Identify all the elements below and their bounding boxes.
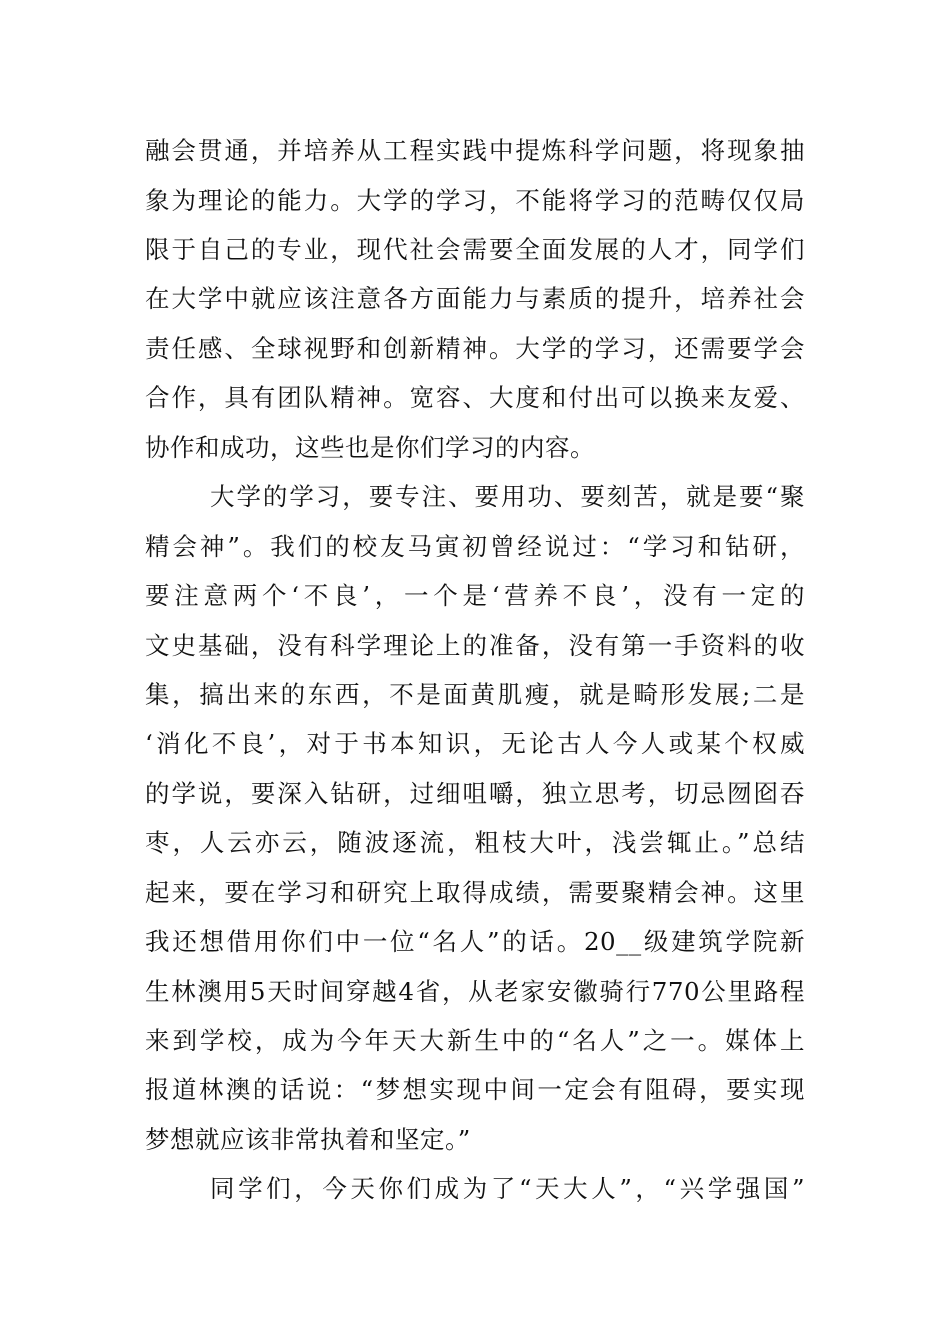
- text-line: 要注意两个‘不良’，一个是‘营养不良’，没有一定的: [145, 581, 805, 610]
- text-line: 枣，人云亦云，随波逐流，粗枝大叶，浅尝辄止。”总结: [145, 828, 805, 857]
- text-line: 生林澳用5天时间穿越4省，从老家安徽骑行770公里路程: [145, 977, 805, 1006]
- text-line: 协作和成功，这些也是你们学习的内容。: [145, 433, 595, 462]
- text-line: 起来，要在学习和研究上取得成绩，需要聚精会神。这里: [145, 878, 805, 907]
- text-line: 精会神”。我们的校友马寅初曾经说过：“学习和钻研，: [145, 532, 805, 561]
- text-line: 责任感、全球视野和创新精神。大学的学习，还需要学会: [145, 334, 805, 363]
- text-line: 文史基础，没有科学理论上的准备，没有第一手资料的收: [145, 631, 805, 660]
- text-line: 在大学中就应该注意各方面能力与素质的提升，培养社会: [145, 284, 805, 313]
- text-line: 的学说，要深入钻研，过细咀嚼，独立思考，切忌囫囵吞: [145, 779, 805, 808]
- paragraph-first-line: 同学们，今天你们成为了“天大人”，“兴学强国”: [210, 1174, 805, 1203]
- text-line: 融会贯通，并培养从工程实践中提炼科学问题，将现象抽: [145, 136, 805, 165]
- text-line: 限于自己的专业，现代社会需要全面发展的人才，同学们: [145, 235, 805, 264]
- text-line: 合作，具有团队精神。宽容、大度和付出可以换来友爱、: [145, 383, 805, 412]
- text-line: ‘消化不良’，对于书本知识，无论古人今人或某个权威: [145, 729, 805, 758]
- text-line: 报道林澳的话说：“梦想实现中间一定会有阻碍，要实现: [145, 1075, 805, 1104]
- text-line: 我还想借用你们中一位“名人”的话。20__级建筑学院新: [145, 927, 805, 956]
- text-line: 象为理论的能力。大学的学习，不能将学习的范畴仅仅局: [145, 186, 805, 215]
- paragraph-first-line: 大学的学习，要专注、要用功、要刻苦，就是要“聚: [210, 482, 805, 511]
- text-line: 来到学校，成为今年天大新生中的“名人”之一。媒体上: [145, 1026, 805, 1055]
- text-line: 集，搞出来的东西，不是面黄肌瘦，就是畸形发展;二是: [145, 680, 805, 709]
- text-line: 梦想就应该非常执着和坚定。”: [145, 1125, 471, 1154]
